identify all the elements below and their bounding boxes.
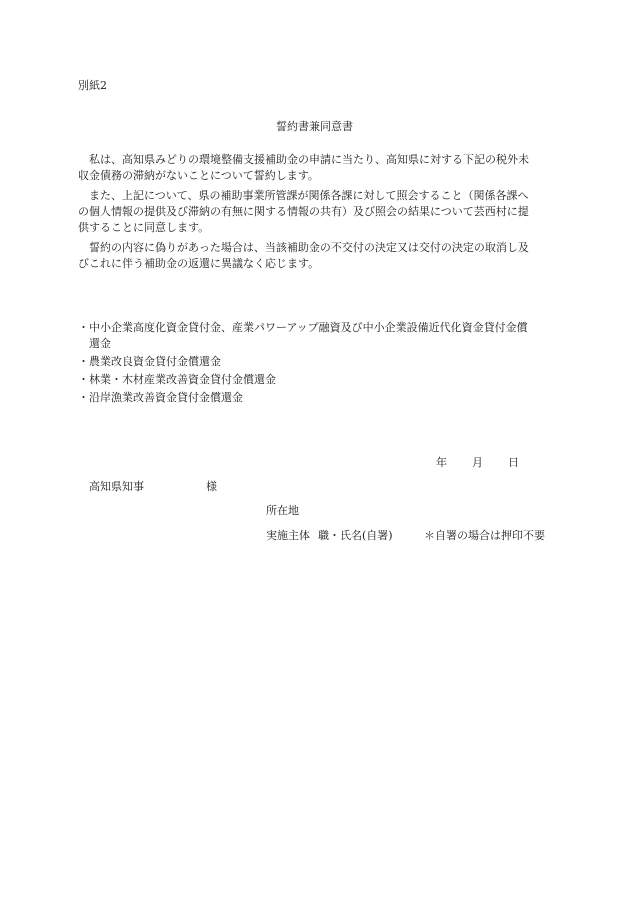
list-item: ・沿岸漁業改善資金貸付金償還金 xyxy=(78,391,243,404)
paragraph-line: の個人情報の提供及び滞納の有無に関する情報の共有）及び照会の結果について芸西村に提 xyxy=(78,205,529,218)
paragraph-line: びこれに伴う補助金の返還に異議なく応じます。 xyxy=(78,257,320,270)
entity-label: 実施主体 xyxy=(266,529,310,542)
paragraph-line: 私は、高知県みどりの環境整備支援補助金の申請に当たり、高知県に対する下記の税外未 xyxy=(78,153,529,166)
paragraph-pledge xyxy=(78,152,556,184)
debt-list xyxy=(78,320,556,406)
page-title: 誓約書兼同意書 xyxy=(276,120,353,133)
seal-note: ＊自署の場合は押印不要 xyxy=(424,529,545,542)
paragraph-line: 収金債務の滞納がないことについて誓約します。 xyxy=(78,169,319,182)
paragraph-line: 誓約の内容に偽りがあった場合は、当該補助金の不交付の決定又は交付の決定の取消し及 xyxy=(78,241,529,254)
name-signature-label: 職・氏名(自署) xyxy=(318,529,393,542)
paragraph-penalty xyxy=(78,240,556,272)
list-item: ・中小企業高度化資金貸付金、産業パワーアップ融資及び中小企業設備近代化資金貸付金償 xyxy=(78,321,528,334)
document-label: 別紙2 xyxy=(78,79,107,92)
location-label: 所在地 xyxy=(266,504,299,517)
date-month: 月 xyxy=(472,456,483,469)
date-day: 日 xyxy=(508,456,519,469)
date-year: 年 xyxy=(436,456,447,469)
list-item: ・農業改良資金貸付金償還金 xyxy=(78,355,221,368)
addressee-honorific: 様 xyxy=(206,480,217,493)
paragraph-line: 供することに同意します。 xyxy=(78,221,210,234)
addressee-name: 高知県知事 xyxy=(89,480,144,493)
paragraph-line: また、上記について、県の補助事業所管課が関係各課に対して照会すること（関係各課へ xyxy=(78,189,529,202)
list-item: 還金 xyxy=(78,337,111,350)
paragraph-consent xyxy=(78,188,556,236)
list-item: ・林業・木材産業改善資金貸付金償還金 xyxy=(78,373,276,386)
